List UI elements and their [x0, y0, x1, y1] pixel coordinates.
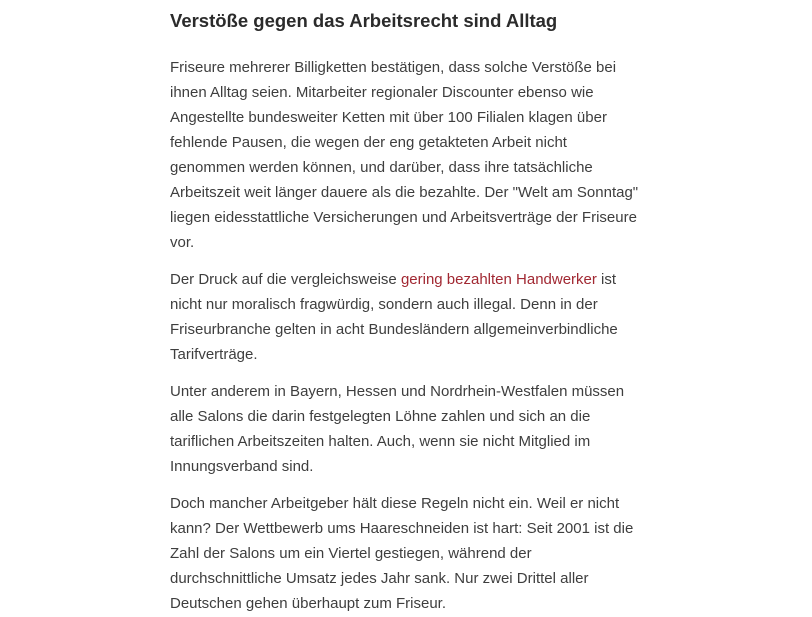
paragraph-text: Doch mancher Arbeitgeber hält diese Regeln nicht ein. Weil er nicht kann? Der Wettbewerb ums Haareschneiden ist hart: Seit 2001 ist die Zahl der Salons um ein Viertel gestiegen, während der durchschnittliche Umsatz jedes Jahr sank. Nur zwei Drittel aller Deutschen gehen überhaupt zum Friseur. — [170, 495, 634, 612]
inline-link[interactable]: gering bezahlten Handwerker — [400, 271, 597, 288]
paragraph-text: Unter anderem in Bayern, Hessen und Nordrhein-Westfalen müssen alle Salons die darin festgelegten Löhne zahlen und sich an die tariflichen Arbeitszeiten halten. Auch, wenn sie nicht Mitglied im Innungsverband sind. — [170, 383, 625, 475]
paragraph — [170, 267, 642, 367]
article — [170, 10, 642, 616]
paragraph — [170, 55, 642, 255]
paragraph-text: ist nicht nur moralisch fragwürdig, sondern auch illegal. Denn in der Friseurbranche gelten in acht Bundesländern allgemeinverbindliche Tarifverträge. — [170, 271, 618, 363]
paragraph — [170, 379, 642, 479]
paragraph-text: Der Druck auf die vergleichsweise — [170, 271, 401, 288]
article-body — [170, 55, 642, 616]
article-title: Verstöße gegen das Arbeitsrecht sind Alltag — [170, 10, 558, 31]
paragraph — [170, 491, 642, 616]
paragraph-text: Friseure mehrerer Billigketten bestätigen, dass solche Verstöße bei ihnen Alltag seien. Mitarbeiter regionaler Discounter ebenso wie Angestellte bundesweiter Ketten mit über 100 Filialen klagen über fehlende Pausen, die wegen der eng getakteten Arbeit nicht genommen werden können, und darüber, dass ihre tatsächliche Arbeitszeit weit länger dauere als die bezahlte. Der "Welt am Sonntag" liegen eidesstattliche Versicherungen und Arbeitsverträge der Friseure vor. — [170, 59, 639, 251]
